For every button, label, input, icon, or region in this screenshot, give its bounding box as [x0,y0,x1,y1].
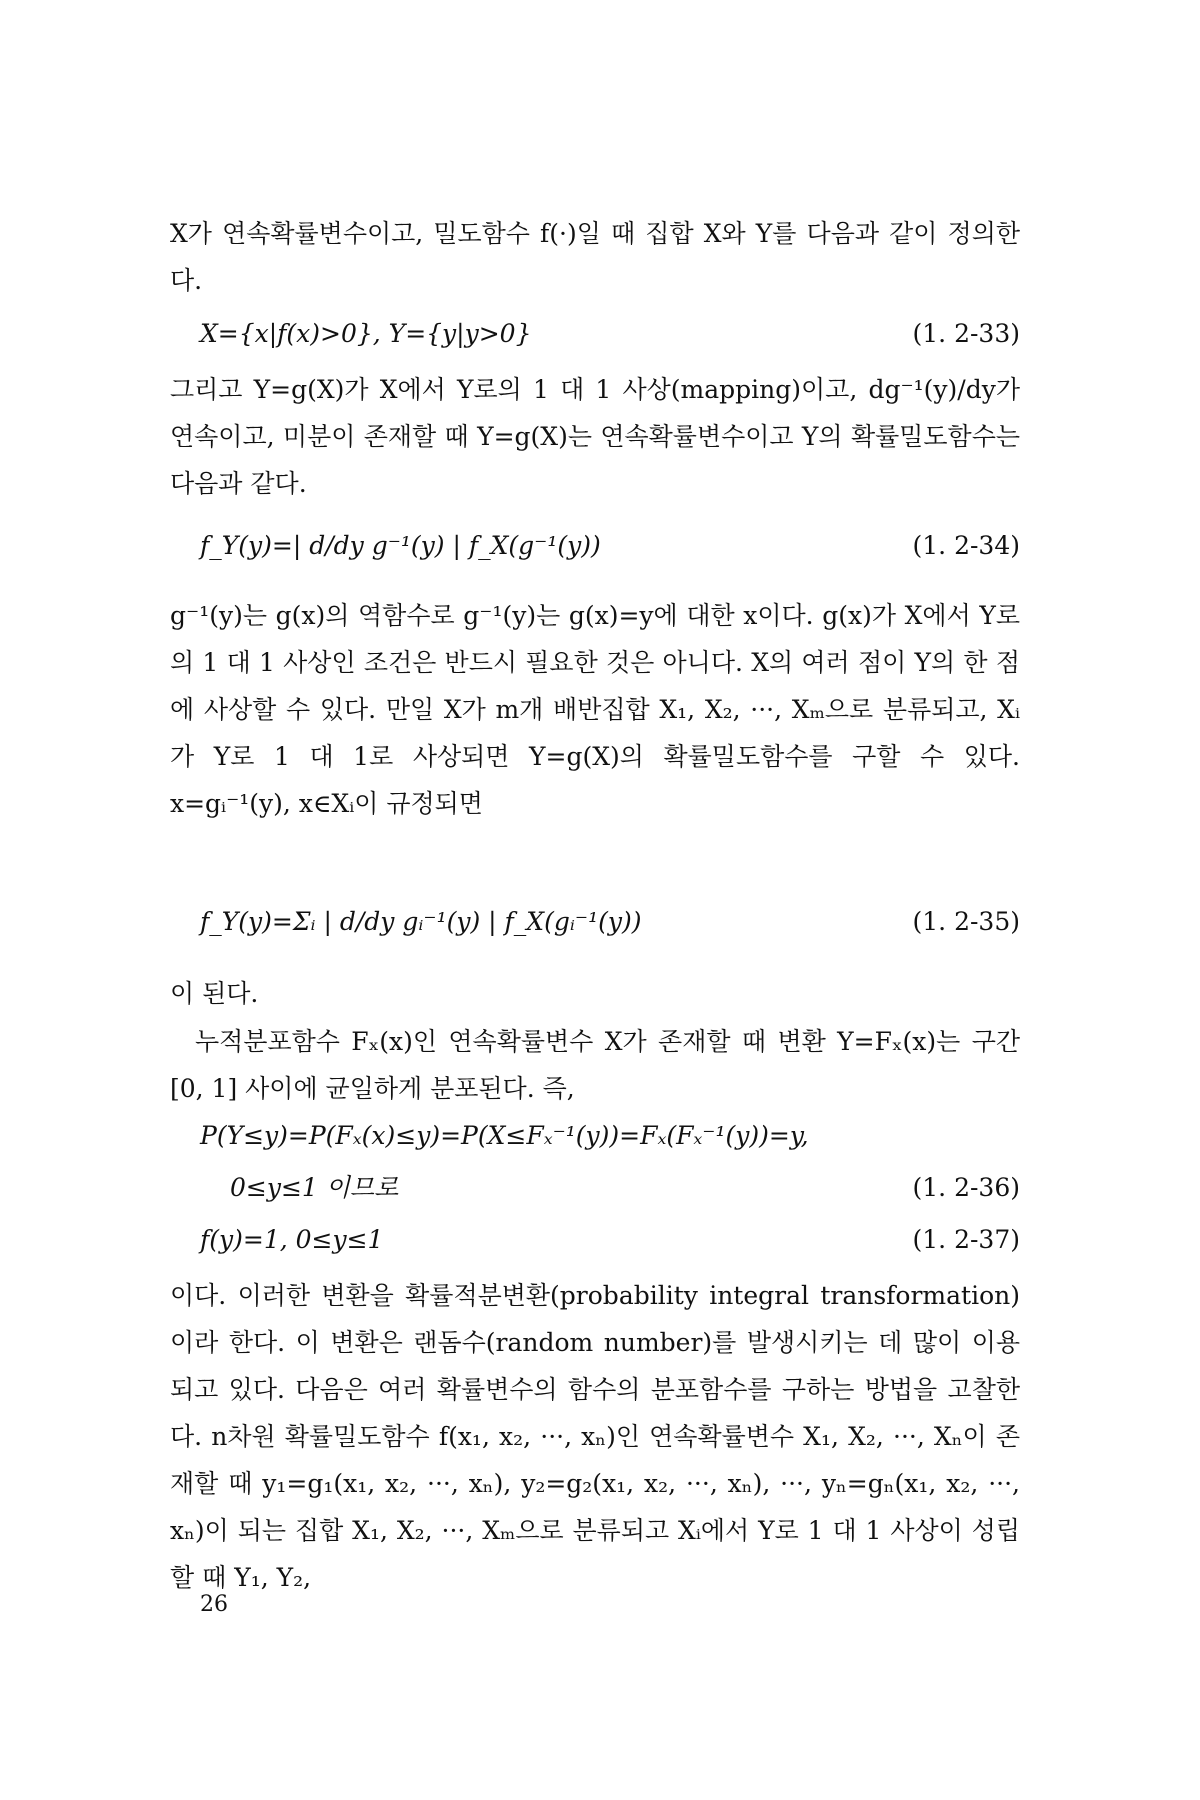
equation-number: (1. 2-36) [912,1173,1020,1202]
equation-number: (1. 2-35) [912,907,1020,936]
equation-1-2-34 [200,506,1020,586]
equation-1-2-36-line1 [200,1108,1020,1164]
paragraph-definition-intro: X가 연속확률변수이고, 밀도함수 f(·)일 때 집합 X와 Y를 다음과 같이 정의한다. [170,219,1020,295]
equation-1-2-36-line2 [200,1160,1020,1216]
equation-expression: P(Y≤y)=P(Fₓ(x)≤y)=P(X≤Fₓ⁻¹(y))=Fₓ(Fₓ⁻¹(y))=y, [200,1121,809,1150]
equation-expression: f_Y(y)=Σᵢ | d/dy gᵢ⁻¹(y) | f_X(gᵢ⁻¹(y)) [200,907,642,936]
equation-expression: f_Y(y)=| d/dy g⁻¹(y) | f_X(g⁻¹(y)) [200,531,601,560]
equation-1-2-35 [200,882,1020,962]
equation-expression: f(y)=1, 0≤y≤1 [200,1225,384,1254]
equation-number: (1. 2-34) [912,531,1020,560]
equation-number: (1. 2-33) [912,319,1020,348]
equation-1-2-37 [200,1212,1020,1268]
paragraph-inverse-function: g⁻¹(y)는 g(x)의 역함수로 g⁻¹(y)는 g(x)=y에 대한 x이다. g(x)가 X에서 Y로의 1 대 1 사상인 조건은 반드시 필요한 것은 아니다. X의 여러 점이 Y의 한 점에 사상할 수 있다. 만일 X가 m개 배반집합 X₁, X₂, ···, Xₘ으로 분류되고, Xᵢ가 Y로 1 대 1로 사상되면 Y=g(X)의 확률밀도함수를 구할 수 있다. x=gᵢ⁻¹(y), x∈Xᵢ이 규정되면 [170,601,1020,818]
paragraph-mapping-condition: 그리고 Y=g(X)가 X에서 Y로의 1 대 1 사상(mapping)이고, dg⁻¹(y)/dy가 연속이고, 미분이 존재할 때 Y=g(X)는 연속확률변수이고 Y의 확률밀도함수는 다음과 같다. [170,375,1020,498]
paragraph-cdf-transform: 누적분포함수 Fₓ(x)인 연속확률변수 X가 존재할 때 변환 Y=Fₓ(x)는 구간[0, 1] 사이에 균일하게 분포된다. 즉, [170,1027,1020,1103]
paragraph-probability-integral-transformation: 이다. 이러한 변환을 확률적분변환(probability integral transformation)이라 한다. 이 변환은 랜돔수(random number)를 발생시키는 데 많이 이용되고 있다. 다음은 여러 확률변수의 함수의 분포함수를 구하는 방법을 고찰한다. n차원 확률밀도함수 f(x₁, x₂, ···, xₙ)인 연속확률변수 X₁, X₂, ···, Xₙ이 존재할 때 y₁=g₁(x₁, x₂, ···, xₙ), y₂=g₂(x₁, x₂, ···, xₙ), ···, yₙ=gₙ(x₁, x₂, ···, xₙ)이 되는 집합 X₁, X₂, ···, Xₘ으로 분류되고 Xᵢ에서 Y로 1 대 1 사상이 성립할 때 Y₁, Y₂, [170,1281,1020,1592]
page-number: 26 [200,1592,228,1617]
equation-expression: 0≤y≤1 이므로 [230,1173,399,1202]
equation-1-2-33 [200,306,1020,362]
equation-number: (1. 2-37) [912,1225,1020,1254]
equation-expression: X={x|f(x)>0}, Y={y|y>0} [200,319,532,348]
paragraph-result: 이 된다. [170,979,259,1008]
